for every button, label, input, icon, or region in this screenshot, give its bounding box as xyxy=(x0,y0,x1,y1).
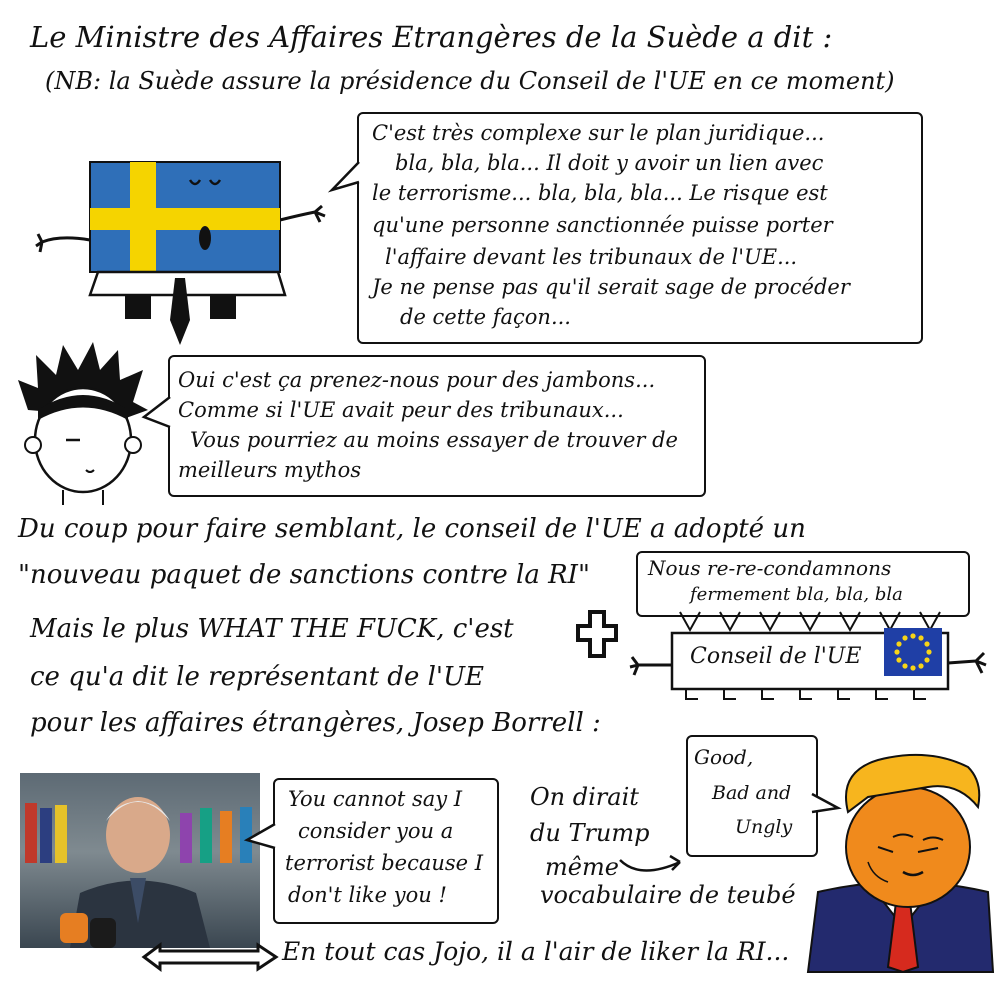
borrell-bubble-tail xyxy=(245,820,277,855)
borrell-quote-line-1: You cannot say I xyxy=(288,787,463,811)
arrow-icon xyxy=(610,840,690,880)
sweden-bubble-tail xyxy=(330,160,370,200)
narration-line-2: "nouveau paquet de sanctions contre la RI" xyxy=(18,560,590,590)
sweden-quote-line-6: Je ne pense pas qu'il serait sage de procéder xyxy=(372,275,850,299)
sweden-quote-line-3: le terrorisme... bla, bla, bla... Le risque est xyxy=(372,181,828,205)
title-line-2: (NB: la Suède assure la présidence du Conseil de l'UE en ce moment) xyxy=(45,67,895,95)
author-quote-line-3: Vous pourriez au moins essayer de trouver de xyxy=(190,428,678,452)
sweden-quote-line-7: de cette façon... xyxy=(400,305,571,329)
sweden-flag-character xyxy=(30,150,330,350)
council-label: Conseil de l'UE xyxy=(690,644,862,669)
sweden-quote-line-4: qu'une personne sanctionnée puisse porter xyxy=(372,213,833,237)
borrell-quote-line-3: terrorist because I xyxy=(285,851,484,875)
plus-cross-icon xyxy=(576,610,618,658)
trump-caricature xyxy=(808,752,993,972)
borrell-photo xyxy=(20,773,260,948)
trump-note-line-2: du Trump xyxy=(530,819,650,847)
author-quote-line-1: Oui c'est ça prenez-nous pour des jambons... xyxy=(178,368,656,392)
eu-flag-icon xyxy=(884,628,942,676)
trump-note-line-4: vocabulaire de teubé xyxy=(540,881,796,909)
trump-note-line-1: On dirait xyxy=(530,783,639,811)
borrell-quote-line-2: consider you a xyxy=(298,819,454,843)
trump-note-line-3: même xyxy=(545,853,619,881)
author-quote-line-4: meilleurs mythos xyxy=(178,458,362,482)
double-arrow-icon xyxy=(140,937,280,977)
sweden-quote-line-1: C'est très complexe sur le plan juridique... xyxy=(372,121,825,145)
sweden-quote-line-5: l'affaire devant les tribunaux de l'UE... xyxy=(385,245,798,269)
conclusion-text: En tout cas Jojo, il a l'air de liker la RI... xyxy=(282,937,790,966)
trump-quote-line-2: Bad and xyxy=(712,782,792,804)
author-bubble-tail xyxy=(140,395,175,435)
borrell-quote-line-4: don't like you ! xyxy=(288,883,447,907)
borrell-intro-line-3: pour les affaires étrangères, Josep Borrell : xyxy=(30,708,601,738)
trump-quote-line-3: Ungly xyxy=(735,816,793,838)
sweden-quote-line-2: bla, bla, bla... Il doit y avoir un lien avec xyxy=(395,151,824,175)
person-avatar xyxy=(8,340,158,505)
council-quote-line-2: fermement bla, bla, bla xyxy=(690,584,903,605)
borrell-intro-line-1: Mais le plus WHAT THE FUCK, c'est xyxy=(30,614,514,644)
author-quote-line-2: Comme si l'UE avait peur des tribunaux... xyxy=(178,398,624,422)
borrell-intro-line-2: ce qu'a dit le représentant de l'UE xyxy=(30,662,484,692)
title-line-1: Le Ministre des Affaires Etrangères de la Suède a dit : xyxy=(30,20,833,54)
council-quote-line-1: Nous re-re-condamnons xyxy=(648,556,892,580)
trump-quote-line-1: Good, xyxy=(694,745,754,769)
narration-line-1: Du coup pour faire semblant, le conseil de l'UE a adopté un xyxy=(18,514,806,544)
